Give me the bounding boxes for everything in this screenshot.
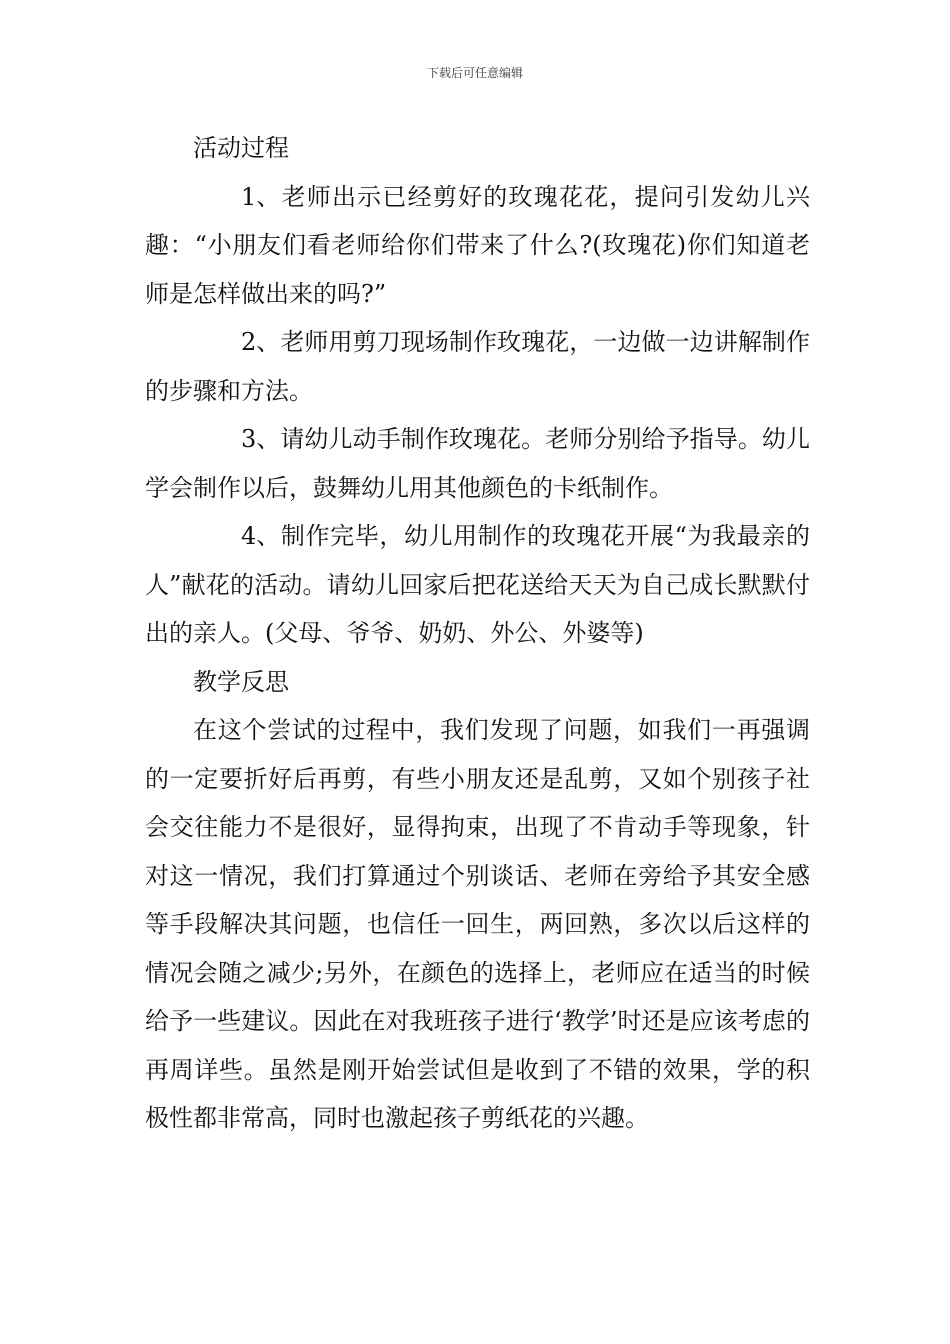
list-item <box>145 318 810 415</box>
section-heading-activity: 活动过程 <box>193 134 289 162</box>
list-item <box>145 173 810 319</box>
header-note: 下载后可任意编辑 <box>426 66 523 80</box>
item-text: 老师出示已经剪好的玫瑰花花，提问引发幼儿兴趣：“小朋友们看老师给你们带来了什么?(玫瑰花)你们知道老师是怎样做出来的吗?” <box>145 182 810 308</box>
section-heading-reflection: 教学反思 <box>193 667 289 696</box>
document-body <box>145 124 810 1143</box>
item-text: 请幼儿动手制作玫瑰花。老师分别给予指导。幼儿学会制作以后，鼓舞幼儿用其他颜色的卡纸制作。 <box>145 425 810 502</box>
item-number: 3、 <box>241 425 281 453</box>
reflection-paragraph: 在这个尝试的过程中，我们发现了问题，如我们一再强调的一定要折好后再剪，有些小朋友还是乱剪，又如个别孩子社会交往能力不是很好，显得拘束，出现了不肯动手等现象，针对这一情况，我们打算通过个别谈话、老师在旁给予其安全感等手段解决其问题，也信任一回生，两回熟，多次以后这样的情况会随之减少;另外，在颜色的选择上，老师应在适当的时候给予一些建议。因此在对我班孩子进行‘教学’时还是应该考虑的再周详些。虽然是刚开始尝试但是收到了不错的效果，学的积极性都非常高，同时也激起孩子剪纸花的兴趣。 <box>145 716 810 1132</box>
item-number: 4、 <box>241 522 281 550</box>
list-item <box>145 415 810 512</box>
item-text: 老师用剪刀现场制作玫瑰花，一边做一边讲解制作的步骤和方法。 <box>145 328 810 405</box>
item-text: 制作完毕，幼儿用制作的玫瑰花开展“为我最亲的人”献花的活动。请幼儿回家后把花送给天天为自己成长默默付出的亲人。(父母、爷爷、奶奶、外公、外婆等) <box>145 522 810 647</box>
item-number: 1、 <box>241 182 281 211</box>
item-number: 2、 <box>241 328 281 356</box>
list-item <box>145 512 810 658</box>
